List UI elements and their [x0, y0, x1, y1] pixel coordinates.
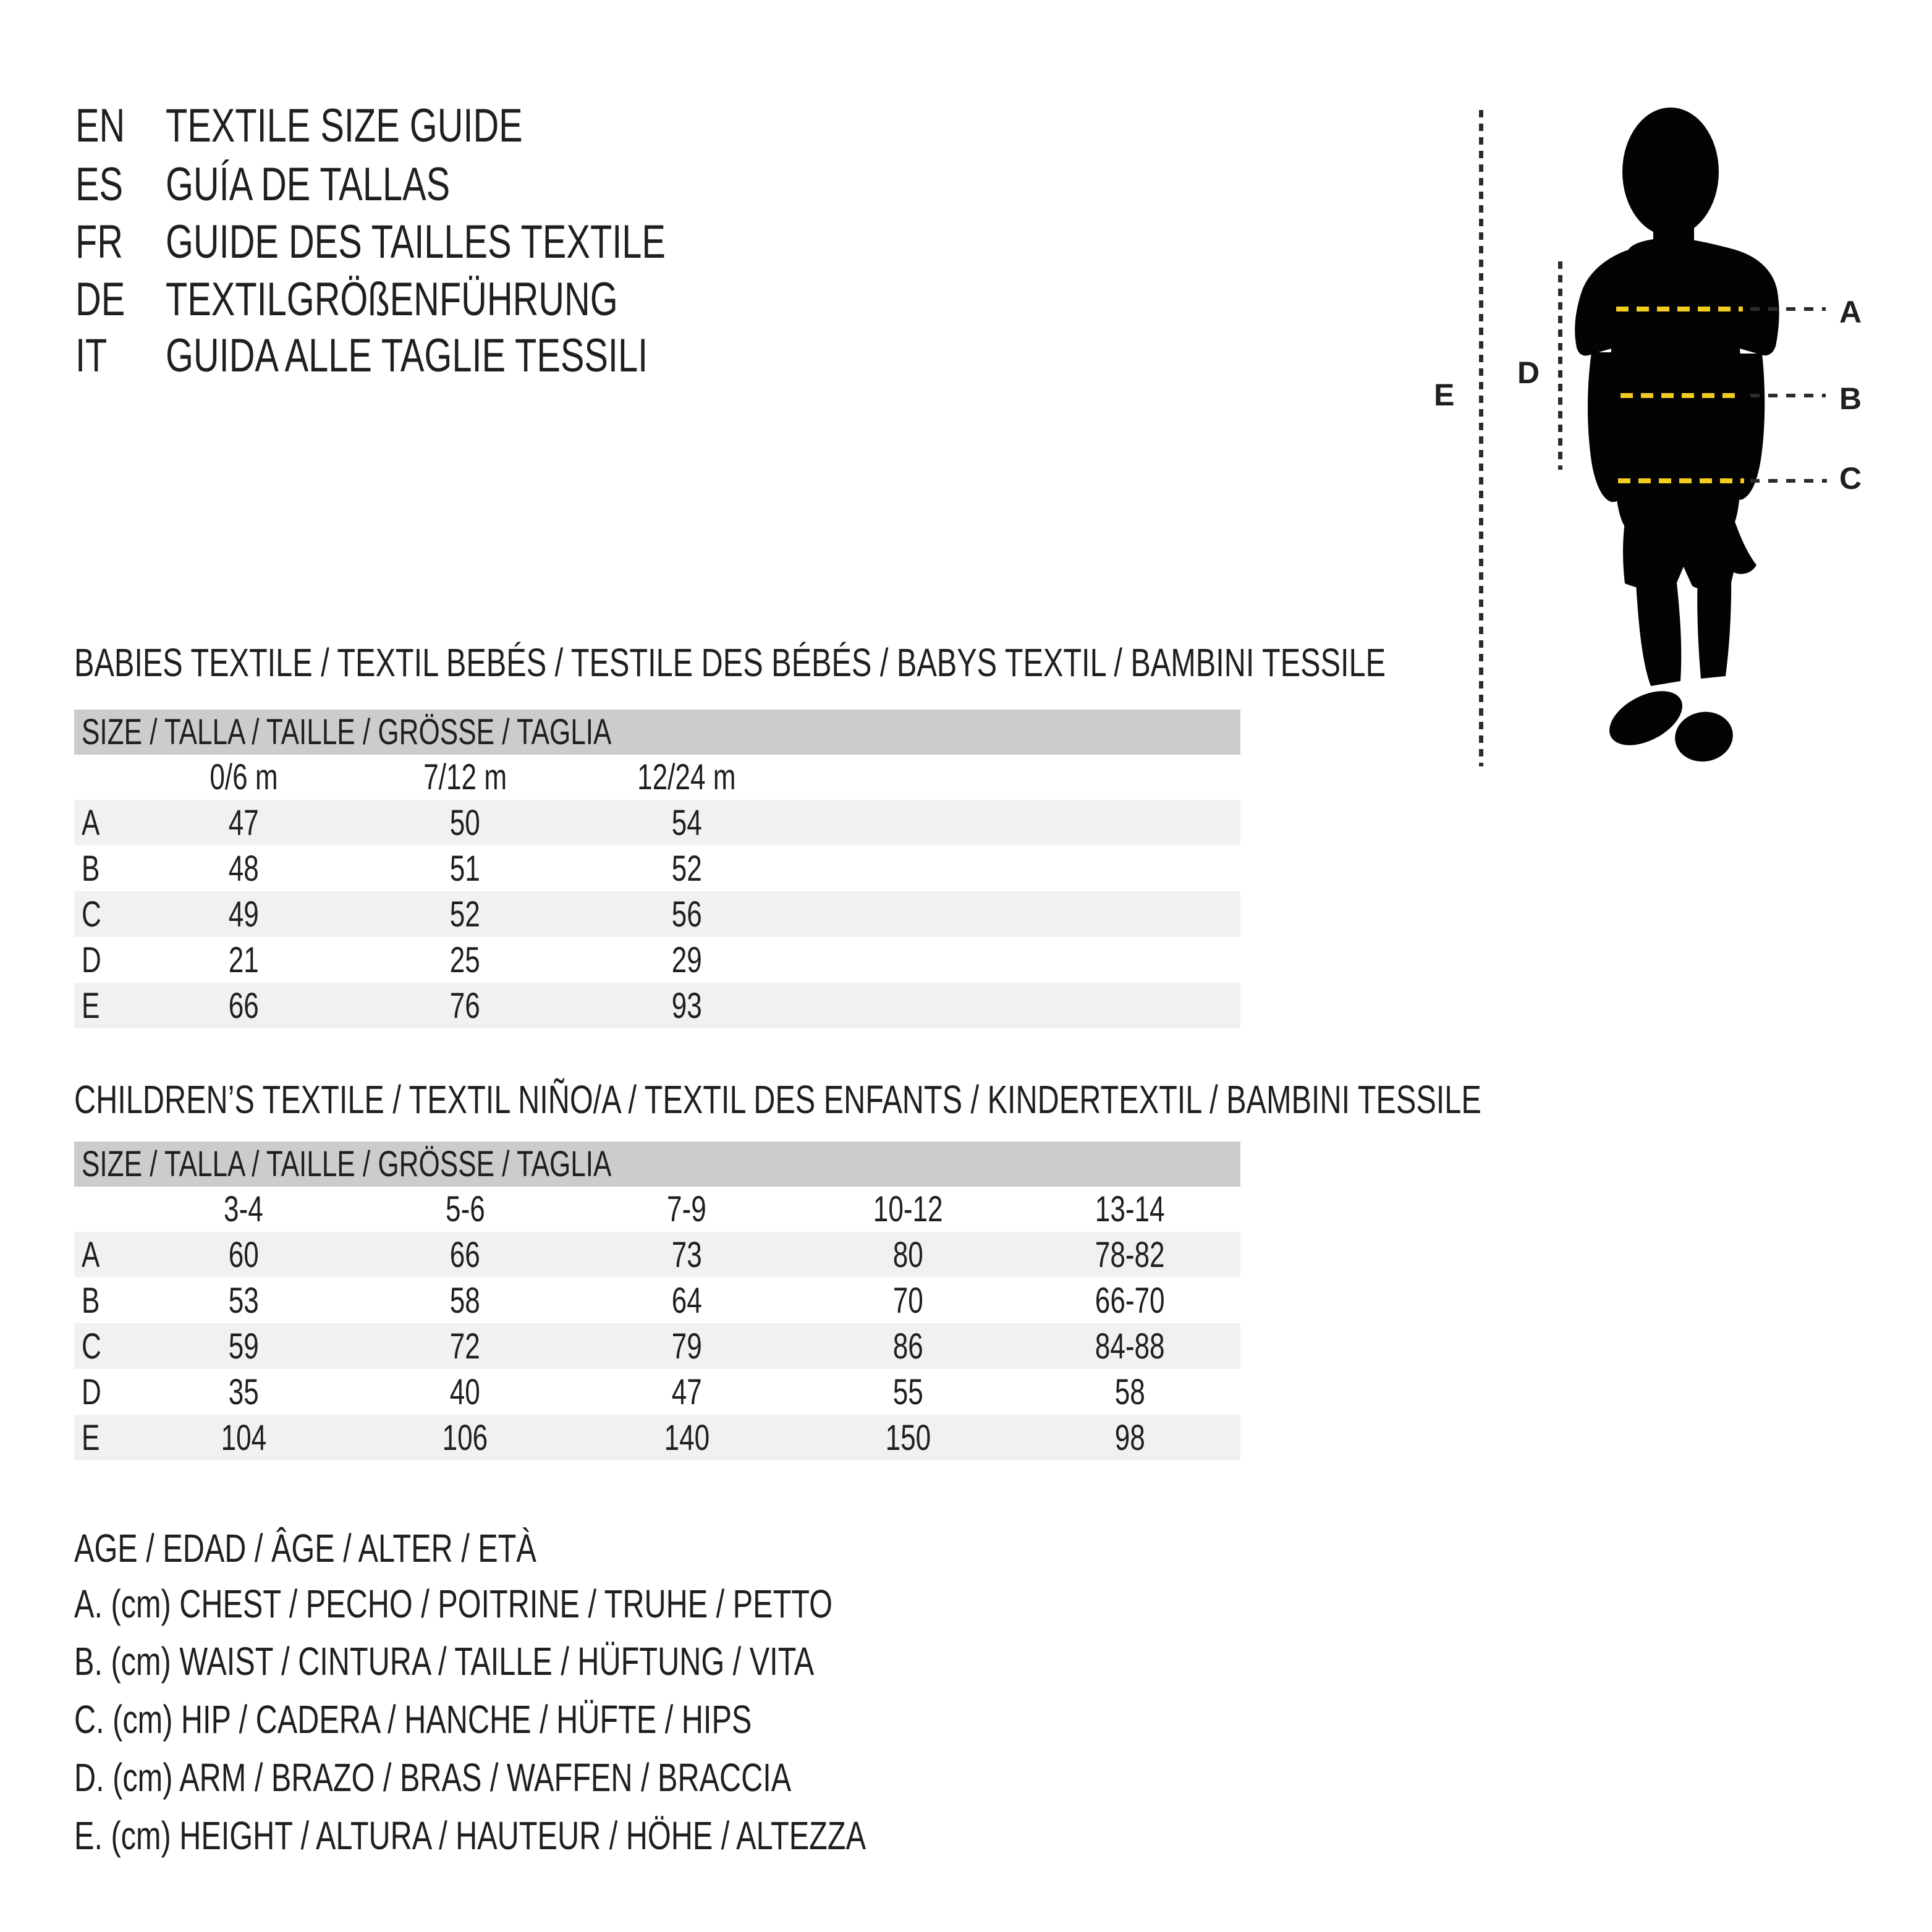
table-row	[74, 800, 1240, 845]
chest-line-yellow-dashes	[1616, 307, 1743, 311]
cell-value: 21	[228, 939, 259, 980]
cell-value: 49	[228, 894, 259, 934]
cell-value: 72	[450, 1326, 481, 1366]
row-label: A	[82, 802, 100, 843]
hip-line-yellow-dashes	[1618, 478, 1744, 483]
hip-label: C	[1839, 461, 1862, 496]
cell-value: 53	[228, 1280, 259, 1321]
cell-value: 84-88	[1095, 1326, 1165, 1366]
cell-value: 56	[671, 894, 702, 934]
column-header: 13-14	[1095, 1189, 1165, 1229]
cell-value: 40	[450, 1371, 481, 1412]
hip-line-dark-dashes	[1750, 479, 1827, 483]
table-row	[74, 891, 1240, 937]
row-label: D	[82, 939, 101, 980]
cell-value: 73	[671, 1234, 702, 1275]
table-row	[74, 845, 1240, 891]
language-title: GUIDE DES TAILLES TEXTILE	[166, 216, 666, 268]
cell-value: 78-82	[1095, 1234, 1165, 1275]
row-label: E	[82, 1417, 100, 1458]
row-label: A	[82, 1234, 100, 1275]
language-title: TEXTILE SIZE GUIDE	[166, 100, 523, 152]
column-header	[1019, 756, 1240, 798]
table-row	[74, 937, 1240, 983]
column-header: 5-6	[445, 1189, 485, 1229]
chest-label: A	[1839, 295, 1862, 329]
language-title: GUÍA DE TALLAS	[166, 158, 451, 211]
height-label: E	[1434, 378, 1455, 412]
cell-value: 70	[892, 1280, 923, 1321]
arm-measure-dotted-line	[1558, 261, 1562, 470]
cell-value: 140	[664, 1417, 710, 1458]
cell-value: 86	[892, 1326, 923, 1366]
waist-label: B	[1839, 381, 1862, 416]
cell-value: 76	[450, 985, 481, 1026]
cell-value: 66-70	[1095, 1280, 1165, 1321]
cell-value: 60	[228, 1234, 259, 1275]
row-label: B	[82, 1280, 100, 1321]
column-header: 7/12 m	[423, 757, 507, 797]
table-row	[74, 1369, 1240, 1415]
cell-value: 150	[885, 1417, 931, 1458]
cell-value: 25	[450, 939, 481, 980]
cell-value: 93	[671, 985, 702, 1026]
language-title: TEXTILGRÖßENFÜHRUNG	[166, 273, 618, 326]
cell-value: 66	[228, 985, 259, 1026]
cell-value: 58	[450, 1280, 481, 1321]
cell-value: 106	[442, 1417, 488, 1458]
silhouette-right-shoe	[1671, 707, 1737, 766]
cell-value: 52	[450, 894, 481, 934]
arm-label: D	[1517, 355, 1540, 390]
column-header: 10-12	[873, 1189, 943, 1229]
language-code: FR	[75, 216, 123, 268]
cell-value: 51	[450, 848, 481, 889]
children-column-header-row	[74, 1187, 1240, 1232]
table-row	[74, 1232, 1240, 1277]
babies-column-header-row	[74, 755, 1240, 800]
language-code: DE	[75, 273, 125, 326]
cell-value: 66	[450, 1234, 481, 1275]
children-size-header-band: SIZE / TALLA / TAILLE / GRÖSSE / TAGLIA	[74, 1142, 1240, 1187]
cell-value: 79	[671, 1326, 702, 1366]
babies-size-header-band: SIZE / TALLA / TAILLE / GRÖSSE / TAGLIA	[74, 710, 1240, 755]
column-header: 3-4	[224, 1189, 264, 1229]
row-label: C	[82, 1326, 101, 1366]
legend-chest-line: A. (cm) CHEST / PECHO / POITRINE / TRUHE / PETTO	[74, 1582, 833, 1626]
babies-size-table	[74, 710, 1240, 1028]
language-code: EN	[75, 100, 125, 152]
table-row	[74, 1415, 1240, 1460]
cell-value: 54	[671, 802, 702, 843]
cell-value: 80	[892, 1234, 923, 1275]
row-label: C	[82, 894, 101, 934]
column-header: 0/6 m	[210, 757, 278, 797]
cell-value: 47	[671, 1371, 702, 1412]
cell-value: 48	[228, 848, 259, 889]
legend-waist-line: B. (cm) WAIST / CINTURA / TAILLE / HÜFTUNG / VITA	[74, 1639, 815, 1684]
cell-value: 50	[450, 802, 481, 843]
legend-age-line: AGE / EDAD / ÂGE / ALTER / ETÀ	[74, 1526, 536, 1570]
table-row	[74, 1323, 1240, 1369]
cell-value: 55	[892, 1371, 923, 1412]
waist-line-yellow-dashes	[1621, 393, 1742, 398]
row-label: B	[82, 848, 100, 889]
legend-height-line: E. (cm) HEIGHT / ALTURA / HAUTEUR / HÖHE / ALTEZZA	[74, 1813, 866, 1858]
cell-value: 29	[671, 939, 702, 980]
language-title: GUIDA ALLE TAGLIE TESSILI	[166, 329, 648, 382]
legend-arm-line: D. (cm) ARM / BRAZO / BRAS / WAFFEN / BRACCIA	[74, 1755, 792, 1800]
chest-line-dark-dashes	[1750, 307, 1826, 311]
cell-value: 35	[228, 1371, 259, 1412]
children-section-title: CHILDREN’S TEXTILE / TEXTIL NIÑO/A / TEXTIL DES ENFANTS / KINDERTEXTIL / BAMBINI TESSILE	[74, 1077, 1481, 1122]
row-label: E	[82, 985, 100, 1026]
column-header: 7-9	[667, 1189, 706, 1229]
legend-hip-line: C. (cm) HIP / CADERA / HANCHE / HÜFTE / HIPS	[74, 1697, 752, 1742]
cell-value: 52	[671, 848, 702, 889]
column-header	[797, 756, 1019, 798]
cell-value: 98	[1114, 1417, 1145, 1458]
row-label: D	[82, 1371, 101, 1412]
column-header: 12/24 m	[637, 757, 736, 797]
table-row	[74, 1277, 1240, 1323]
table-row	[74, 983, 1240, 1028]
babies-section-title: BABIES TEXTILE / TEXTIL BEBÉS / TESTILE DES BÉBÉS / BABYS TEXTIL / BAMBINI TESSILE	[74, 640, 1386, 685]
cell-value: 104	[221, 1417, 266, 1458]
cell-value: 47	[228, 802, 259, 843]
children-size-table	[74, 1142, 1240, 1460]
waist-line-dark-dashes	[1750, 394, 1826, 397]
cell-value: 58	[1114, 1371, 1145, 1412]
language-code: IT	[75, 329, 108, 382]
language-code: ES	[75, 158, 124, 211]
cell-value: 59	[228, 1326, 259, 1366]
cell-value: 64	[671, 1280, 702, 1321]
